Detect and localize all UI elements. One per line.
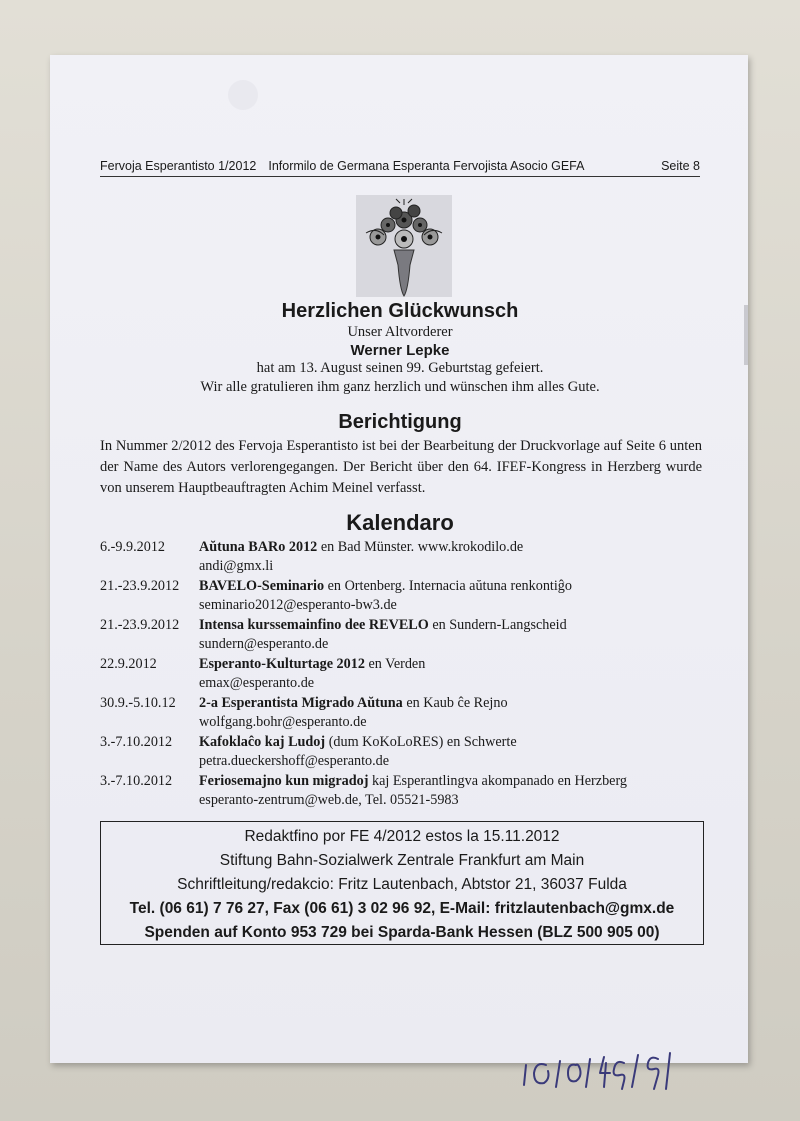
correction-text: In Nummer 2/2012 des Fervoja Esperantisto ist bei der Bearbeitung der Druckvorlage auf Seite 6 unten der Name des Autors verlorengegangen. Der Bericht über den 64. IFEF-Kongress in Herzberg wurde von unserem Hauptbeauftragten Achim Meinel verfasst. bbox=[100, 438, 702, 496]
header-page-number: Seite 8 bbox=[661, 159, 700, 173]
event-contact: emax@esperanto.de bbox=[199, 675, 315, 691]
event-contact: sundern@esperanto.de bbox=[199, 636, 329, 652]
event-date: 3.-7.10.2012 bbox=[100, 773, 173, 789]
greeting-title: Herzlichen Glückwunsch bbox=[281, 300, 519, 322]
event-date: 21.-23.9.2012 bbox=[100, 578, 180, 594]
event-title bbox=[199, 617, 567, 634]
event-title bbox=[199, 656, 425, 673]
calendar-event bbox=[100, 578, 740, 617]
event-name: Feriosemajno kun migradoj bbox=[199, 773, 369, 789]
calendar-event bbox=[100, 539, 740, 578]
header-subtitle: Informilo de Germana Esperanta Fervojista Asocio GEFA bbox=[268, 159, 585, 173]
greeting-block bbox=[90, 300, 710, 397]
page-header bbox=[100, 151, 700, 177]
event-details: (dum KoKoLoRES) en Schwerte bbox=[325, 734, 517, 750]
correction-title: Berichtigung bbox=[338, 411, 462, 433]
editorial-donations: Spenden auf Konto 953 729 bei Sparda-Bank Hessen (BLZ 500 905 00) bbox=[144, 924, 660, 941]
event-contact: wolfgang.bohr@esperanto.de bbox=[199, 714, 367, 730]
paper-spot bbox=[228, 80, 258, 110]
event-details: en Verden bbox=[364, 656, 426, 672]
event-contact: petra.dueckershoff@esperanto.de bbox=[199, 753, 390, 769]
calendar-event bbox=[100, 695, 740, 734]
handwritten-note-icon bbox=[520, 1045, 680, 1095]
event-name: Kafoklaĉo kaj Ludoj bbox=[199, 734, 326, 750]
event-title bbox=[199, 734, 517, 751]
editorial-address: Schriftleitung/redakcio: Fritz Lautenbach, Abtstor 21, 36037 Fulda bbox=[177, 876, 627, 893]
event-contact: seminario2012@esperanto-bw3.de bbox=[199, 597, 397, 613]
event-details: en Ortenberg. Internacia aŭtuna renkontiĝo bbox=[324, 578, 572, 594]
calendar-event bbox=[100, 773, 740, 812]
paper-tab bbox=[744, 305, 748, 365]
event-details: en Sundern-Langscheid bbox=[428, 617, 567, 633]
calendar-event bbox=[100, 617, 740, 656]
event-name: Intensa kurssemainfino dee REVELO bbox=[199, 617, 429, 633]
editorial-info-box bbox=[100, 821, 704, 945]
event-date: 3.-7.10.2012 bbox=[100, 734, 173, 750]
greeting-name: Werner Lepke bbox=[350, 342, 450, 359]
event-name: 2-a Esperantista Migrado Aŭtuna bbox=[199, 695, 403, 711]
event-title bbox=[199, 773, 627, 790]
calendar-title: Kalendaro bbox=[346, 510, 454, 535]
event-title bbox=[199, 695, 508, 712]
editorial-deadline: Redaktfino por FE 4/2012 estos la 15.11.2012 bbox=[244, 828, 560, 845]
event-date: 22.9.2012 bbox=[100, 656, 157, 672]
calendar-list bbox=[100, 539, 740, 812]
event-title bbox=[199, 539, 523, 556]
calendar-heading-wrap bbox=[90, 510, 710, 536]
event-date: 30.9.-5.10.12 bbox=[100, 695, 176, 711]
greeting-line-2: hat am 13. August seinen 99. Geburtstag gefeiert. bbox=[256, 360, 544, 376]
document-page bbox=[50, 55, 748, 1063]
flower-vase-icon bbox=[356, 195, 452, 297]
calendar-event bbox=[100, 734, 740, 773]
editorial-contact: Tel. (06 61) 7 76 27, Fax (06 61) 3 02 96 92, E-Mail: fritzlautenbach@gmx.de bbox=[129, 900, 675, 917]
calendar-event bbox=[100, 656, 740, 695]
event-details: en Bad Münster. www.krokodilo.de bbox=[317, 539, 524, 555]
event-date: 6.-9.9.2012 bbox=[100, 539, 166, 555]
editorial-publisher: Stiftung Bahn-Sozialwerk Zentrale Frankfurt am Main bbox=[219, 852, 585, 869]
header-journal: Fervoja Esperantisto 1/2012 bbox=[100, 159, 257, 173]
event-contact: esperanto-zentrum@web.de, Tel. 05521-5983 bbox=[199, 792, 459, 808]
event-date: 21.-23.9.2012 bbox=[100, 617, 180, 633]
event-name: Esperanto-Kulturtage 2012 bbox=[199, 656, 365, 672]
event-name: Aŭtuna BARo 2012 bbox=[199, 539, 318, 555]
event-title bbox=[199, 578, 572, 595]
event-name: BAVELO-Seminario bbox=[199, 578, 325, 594]
event-details: kaj Esperantlingva akompanado en Herzberg bbox=[368, 773, 628, 789]
event-details: en Kaub ĉe Rejno bbox=[402, 695, 508, 711]
event-contact: andi@gmx.li bbox=[199, 558, 274, 574]
greeting-line-3: Wir alle gratulieren ihm ganz herzlich und wünschen ihm alles Gute. bbox=[200, 379, 600, 395]
greeting-line-1: Unser Altvorderer bbox=[347, 324, 453, 340]
correction-heading-wrap bbox=[90, 411, 710, 434]
